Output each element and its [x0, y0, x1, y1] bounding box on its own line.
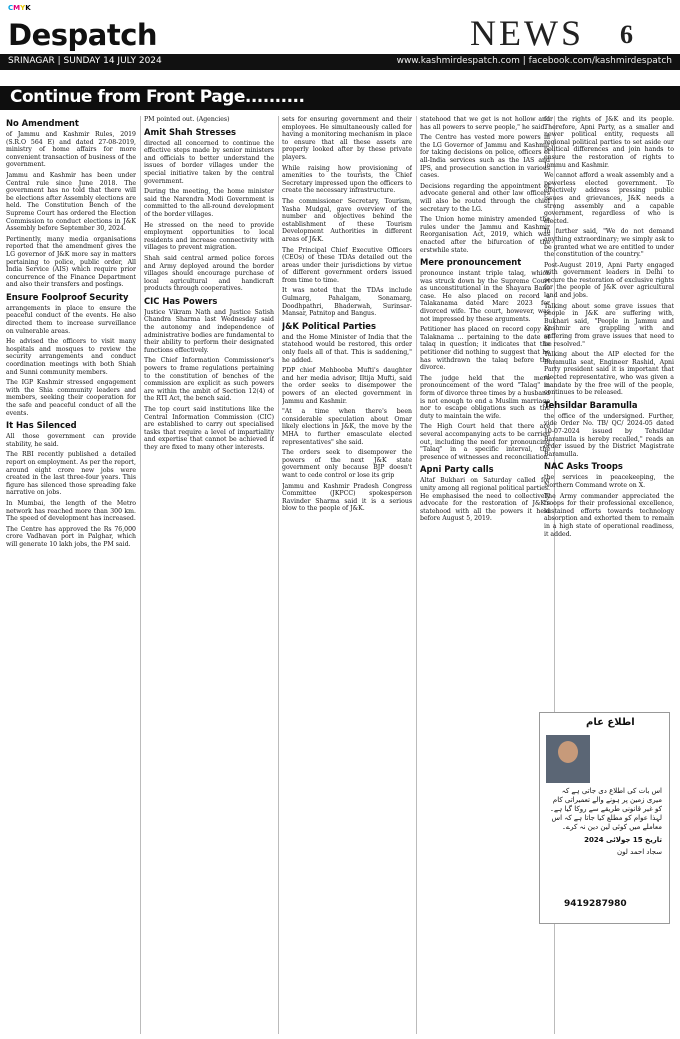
- cmyk-k: K: [25, 4, 31, 12]
- paragraph: The RBI recently published a detailed report on employment. As per the report, around eight crore new jobs were created in the last three-four years. This figure has silenced those spreading fake narrative on jobs.: [6, 451, 136, 497]
- paragraph: The judge held that the mere pronouncement of the word "Talaq" in form of divorce three times by a husband is not enough to end a Muslim marriage nor to escape obligations such as the duty to maintain the wife.: [420, 374, 550, 420]
- ad-body: [546, 787, 662, 856]
- paragraph: Talking about some grave issues that people in J&K are suffering with, Bukhari said, "People in Jammu and Kashmir are grappling with and suffering from grave issues that need to be resolved.": [544, 302, 674, 348]
- paragraph: While raising how provisioning of amenities to the tourists, the Chief Secretary impressed upon the officers to create the necessary infrastructure.: [282, 164, 412, 195]
- paragraph: The Chief Information Commissioner's powers to frame regulations pertaining to the constitution of benches of the commission are explicit as such powers are within the ambit of Section 12(4) of the RTI Act, the bench said.: [144, 357, 274, 403]
- ad-phone: 9419287980: [564, 899, 627, 909]
- paragraph: for the rights of J&K and its people. Therefore, Apni Party, as a smaller and newer political entity, requests all regional political parties to set aside our political differences and join hands to ensure the restoration of rights to Jammu and Kashmir.: [544, 116, 674, 169]
- paragraph: Jammu and Kashmir Pradesh Congress Committee (JKPCC) spokesperson Ravinder Sharma said it is a serious blow to the people of J&K.: [282, 482, 412, 513]
- paragraph: The top court said institutions like the Central Information Commission (CIC) are established to carry out specialised tasks that require a level of impartiality and expertise that cannot be achieved if they are fixed to many other interests.: [144, 406, 274, 451]
- paragraph: and the Home Minister of India that the statehood would be restored, this order only fuels all of that. This is saddening," he added.: [282, 333, 412, 364]
- paragraph: During the meeting, the home minister said the Narendra Modi Government is committed to the all-round development of the border villages.: [144, 188, 274, 218]
- column-3: [282, 116, 412, 1034]
- advertiser-photo: [546, 735, 590, 783]
- paragraph: The Army commander appreciated the troops for their professional excellence, sustained efforts towards technology absorption and exhorted them to remain in a high state of operational readiness, it added.: [544, 492, 674, 538]
- paragraph: PDP chief Mehbooba Mufti's daughter and her media advisor, Iltija Mufti, said the order seeks to disempower the powers of an elected government in Jammu and Kashmir.: [282, 367, 412, 405]
- paragraph: The Centre has vested more powers in the LG Governor of Jammu and Kashmir for taking decisions on police, officers of all-India services such as the IAS and IPS, and prosecution sanction in various cases.: [420, 134, 550, 180]
- column-5: [544, 116, 674, 706]
- edition-bar: [0, 54, 680, 70]
- paragraph: arrangements in place to ensure the peaceful conduct of the events. He also directed them to increase surveillance on vulnerable areas.: [6, 304, 136, 335]
- column-divider: [416, 116, 417, 1034]
- paragraph: It was noted that the TDAs include Gulmarg, Pahalgam, Sonamarg, Doodhpathri, Bhaderwah, Surinsar-Mansar, Patnitop and Bangus.: [282, 287, 412, 318]
- paragraph: The Union home ministry amended the rules under the Jammu and Kashmir Reorganisation Act, 2019, which was enacted after the bifurcation of the erstwhile state.: [420, 216, 550, 254]
- headline-nac-asks-troops: NAC Asks Troops: [544, 461, 623, 472]
- paragraph: The orders seek to disempower the powers of the next J&K state government only because BJP doesn't want to cede control or lose its grip: [282, 449, 412, 479]
- paragraph: Decisions regarding the appointment of advocate general and other law officers will also be routed through the chief secretary to the LG.: [420, 182, 550, 213]
- paragraph: The Principal Chief Executive Officers (CEOs) of these TDAs detailed out the areas under their jurisdictions by virtue of different government orders issued from time to time.: [282, 246, 412, 284]
- ad-text: اس بات کی اطلاع دی جاتی ہے کہ میری زمین پر ہونے والے تعمیراتی کام کو غیر قانونی طریقے سے روکا گیا ہے۔ لہذا عوام کو مطلع کیا جاتا ہے کہ اس معاملے میں کوئی لین دین نہ کرے۔: [549, 787, 662, 831]
- cmyk-y: Y: [20, 4, 26, 12]
- paragraph: sets for ensuring government and their employees. He simultaneously called for having a monitoring mechanism in place to ensure that all these assets are properly looked after by these private players.: [282, 116, 412, 161]
- headline-ensure-security: Ensure Foolproof Security: [6, 291, 129, 302]
- banner-title: Continue from Front Page..........: [10, 87, 305, 107]
- continuation-banner: [0, 86, 680, 110]
- headline-mere-pronouncement: Mere pronouncement: [420, 257, 522, 268]
- ad-heading: اطلاع عام: [586, 717, 635, 728]
- edition-dateline: SRINAGAR | SUNDAY 14 JULY 2024: [8, 56, 162, 66]
- website-links[interactable]: www.kashmirdespatch.com | facebook.com/kashmirdespatch: [396, 56, 672, 66]
- masthead: [0, 14, 680, 76]
- paragraph: The High Court held that there are several accompanying acts to be carried out, including the need for pronouncing "Talaq" in a specific interval, the presence of witnesses and reconciliation.: [420, 423, 550, 461]
- paragraph: He stressed on the need to provide employment opportunities to local residents and increase connectivity with villages to prevent migration.: [144, 221, 274, 252]
- paragraph: Justice Vikram Nath and Justice Satish Chandra Sharma last Wednesday said the autonomy and independence of administrative bodies are fundamental to their ability to perform their designated functions effectively.: [144, 308, 274, 354]
- paragraph: the services in peacekeeping, the Northern Command wrote on X.: [544, 474, 674, 489]
- paragraph: Post-August 2019, Apni Party engaged with government leaders in Delhi to secure the restoration of exclusive rights for the people of J&K over agricultural land and jobs.: [544, 261, 674, 300]
- column-1: [6, 116, 136, 1034]
- paragraph: of Jammu and Kashmir Rules, 2019 (S.R.O 564 E) and dated 27-08-2019, ministry of home affairs for more convenient transaction of business of the government.: [6, 131, 136, 169]
- paragraph: "At a time when there's been considerable speculation about Omar likely elections in J&K, the move by the MHA to further emasculate elected representatives" she said.: [282, 408, 412, 446]
- headline-tehsildar-baramulla: Tehsildar Baramulla: [544, 399, 638, 410]
- paragraph: Petitioner has placed on record copy of Talaknama ... pertaining to the date of talaq in question; it indicates that the petitioner did nothing to suggest that he has withdrawn the talaq before the divorce.: [420, 326, 550, 372]
- paragraph: The IGP Kashmir stressed engagement with the Shia community leaders and members, seeking their cooperation for the safe and peaceful conduct of all the events.: [6, 379, 136, 417]
- section-news-label: NEWS: [470, 13, 584, 53]
- headline-apni-party-calls: Apni Party calls: [420, 464, 494, 475]
- page-number: 6: [620, 20, 633, 49]
- paragraph: In further said, "We do not demand anything extraordinary; we simply ask to be granted what we are entitled to under the constitution of the country.": [544, 228, 674, 259]
- ad-name: سجاد احمد لون: [617, 848, 662, 856]
- paragraph: pronounce instant triple talaq, which was struck down by the Supreme Court as unconstitutional in the Shayara Bano case. He also placed on record a Talakanama dated Marc 2023 for divorced wife. The court, however, was not impressed by these arguments.: [420, 270, 550, 323]
- paragraph: All those government can provide stability, he said.: [6, 433, 136, 448]
- paragraph: the office of the undersigned. Further, vide Order No. TB/ QC/ 2024-05 dated 10-07-2024 issued by Tehsildar Baramulla is hereby recalled," reads an order issued by the District Magistrate Baramulla.: [544, 412, 674, 458]
- paragraph: statehood that we get is not hollow and has all powers to serve people," he said.: [420, 116, 550, 131]
- headline-jk-political-parties: J&K Political Parties: [282, 320, 376, 331]
- paragraph: Jammu and Kashmir has been under Central rule since June 2018. The government has no told that there will be elections after Assembly elections are held. The Constitution Bench of the Supreme Court has ordered the Election Commission to conduct elections in J&K Assembly before September 30, 2024.: [6, 171, 136, 233]
- column-divider: [140, 116, 141, 1034]
- paragraph: The Centre has approved the Rs 76,000 crore Vadhavan port in Palghar, which will generate 10 lakh jobs, the PM said.: [6, 525, 136, 548]
- paragraph: In Mumbai, the length of the Metro network has reached more than 300 km. The speed of development has increased.: [6, 499, 136, 523]
- paragraph: Altaf Bukhari on Saturday called for unity among all regional political parties. He emphasised the need to collectively advocate for the restoration of J&K's statehood with all the powers it held before August 5, 2019.: [420, 477, 550, 523]
- headline-cic-powers: CIC Has Powers: [144, 295, 218, 306]
- urdu-public-notice-ad: [539, 712, 670, 924]
- cmyk-c: C: [8, 4, 14, 12]
- paragraph: We cannot afford a weak assembly and a powerless elected government. To effectively address pressing public issues and grievances, J&K needs a strong assembly and a capable government, regardless of who is elected.: [544, 172, 674, 225]
- cmyk-registration-mark: [8, 4, 31, 12]
- paragraph: He advised the officers to visit many hospitals and mosques to review the security arrangements and conduct coordination meetings with both Shiah and Sunni community members.: [6, 338, 136, 376]
- cmyk-m: M: [13, 4, 21, 12]
- column-4: [420, 116, 550, 1034]
- column-2: [144, 116, 274, 1034]
- paragraph: The commissioner Secretary, Tourism, Yasha Mudgal, gave overview of the number and objectives behind the establishment of these Tourism Development Authorities in different areas of J&K.: [282, 197, 412, 243]
- headline-amit-shah: Amit Shah Stresses: [144, 126, 237, 137]
- column-divider: [278, 116, 279, 1034]
- paragraph: PM pointed out. (Agencies): [144, 116, 230, 123]
- ad-date: تاریخ 15 جولائی 2024: [584, 836, 662, 844]
- headline-no-amendment: No Amendment: [6, 118, 79, 128]
- paragraph: Talking about the AIP elected for the Baramulla seat, Engineer Rashid, Apni Party president said it is important that elected representative, who was given a mandate by the free will of the people, continues to be released.: [544, 351, 674, 397]
- brand-title: Despatch: [8, 18, 158, 52]
- paragraph: Pertinently, many media organisations reported that the amendment gives the LG governor of J&K more say in matters pertaining to police, public order, All India Service (AIS) which require prior concurrence of the Finance Department and also their transfers and postings.: [6, 235, 136, 289]
- paragraph: Shah said central armed police forces and Army deployed around the border villages should encourage purchase of local agricultural and handicraft products through cooperatives.: [144, 254, 274, 293]
- paragraph: directed all concerned to continue the effective steps made by senior ministers and officials to better understand the issues of border villages under the special initiative taken by the central government.: [144, 139, 274, 185]
- headline-it-has-silenced: It Has Silenced: [6, 420, 77, 431]
